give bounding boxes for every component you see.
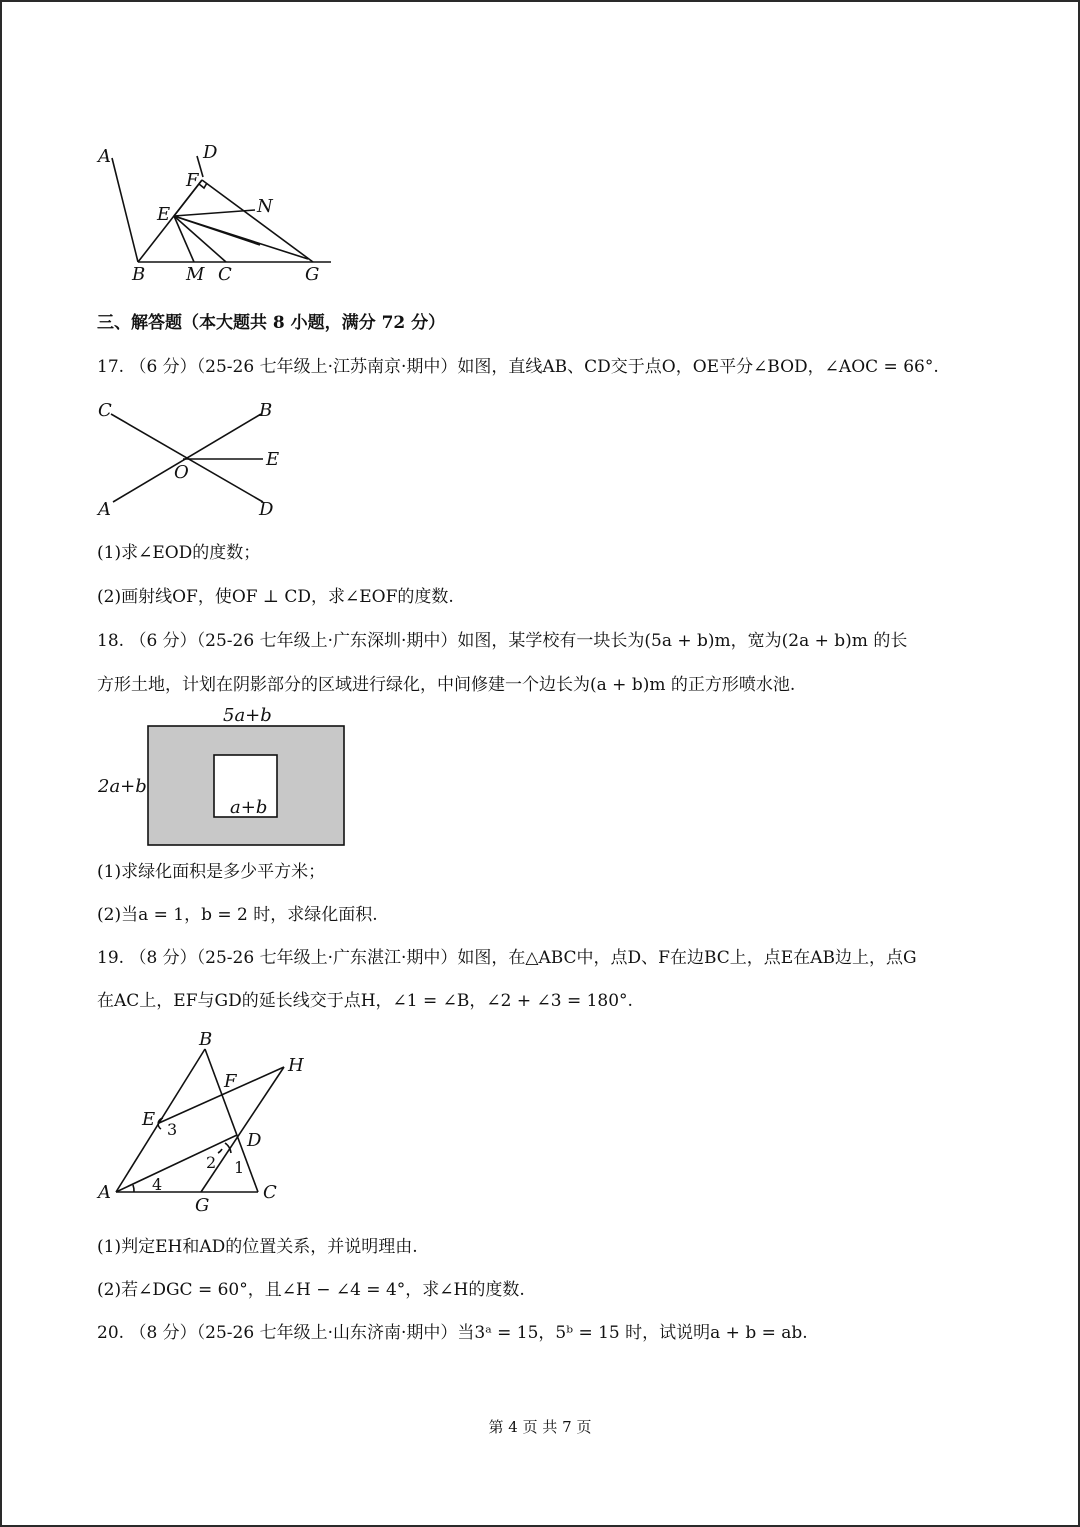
q19-stem-line1: 19. （8 分）（25-26 七年级上·广东湛江·期中）如图，在△ABC中，点D、F在边BC上，点E在AB边上，点G [97,948,917,968]
fig19-label-1: 1 [234,1158,245,1177]
fig18-label-inner: a+b [230,797,268,818]
fig16-label-G: G [305,264,320,285]
fig17-label-D: D [259,499,274,520]
fig16-label-D: D [203,142,218,163]
fig19-label-F: F [224,1071,237,1092]
fig17-label-O: O [174,462,189,483]
fig19-label-C: C [263,1182,277,1203]
q19-part2: (2)若∠DGC = 60°，且∠H − ∠4 = 4°，求∠H的度数. [97,1280,525,1300]
fig16-label-N: N [257,196,273,217]
fig17-label-A: A [98,499,111,520]
q19-stem-line2: 在AC上，EF与GD的延长线交于点H，∠1 = ∠B，∠2 + ∠3 = 180°. [97,991,633,1011]
fig19-label-H: H [288,1055,304,1076]
q19-part1: (1)判定EH和AD的位置关系，并说明理由. [97,1237,418,1257]
q18-part1: (1)求绿化面积是多少平方米； [97,862,326,882]
q18-stem-line2: 方形土地，计划在阴影部分的区域进行绿化，中间修建一个边长为(a + b)m 的正方形喷水池. [97,675,796,695]
fig16-label-M: M [186,264,205,285]
q17-part1: (1)求∠EOD的度数； [97,543,261,563]
figure-q16 [95,140,355,285]
fig18-label-left: 2a+b [98,776,147,797]
fig17-label-C: C [98,400,112,421]
figure-q19 [95,1025,335,1215]
fig17-label-B: B [259,400,273,421]
fig19-label-B: B [199,1029,213,1050]
figure-q17 [95,398,295,518]
page-footer: 第 4 页 共 7 页 [488,1418,592,1436]
fig16-label-F: F [186,170,199,191]
section-title: 三、解答题（本大题共 8 小题，满分 72 分） [97,313,446,333]
fig19-label-2: 2 [206,1153,217,1172]
q18-stem-line1: 18. （6 分）（25-26 七年级上·广东深圳·期中）如图，某学校有一块长为(5a + b)m，宽为(2a + b)m 的长 [97,631,908,651]
figure-q18 [95,700,355,850]
fig16-label-E: E [157,204,171,225]
q17-stem: 17. （6 分）（25-26 七年级上·江苏南京·期中）如图，直线AB、CD交于点O，OE平分∠BOD，∠AOC = 66°. [97,357,939,377]
fig19-label-D: D [247,1130,262,1151]
fig19-label-G: G [195,1195,210,1216]
fig19-label-4: 4 [152,1175,163,1194]
fig16-label-B: B [132,264,146,285]
fig19-label-3: 3 [167,1120,178,1139]
q20-stem: 20. （8 分）（25-26 七年级上·山东济南·期中）当3ᵃ = 15，5ᵇ = 15 时，试说明a + b = ab. [97,1323,808,1343]
fig17-label-E: E [266,449,280,470]
q18-part2: (2)当a = 1，b = 2 时，求绿化面积. [97,905,378,925]
fig19-label-A: A [98,1182,111,1203]
q17-part2: (2)画射线OF，使OF ⊥ CD，求∠EOF的度数. [97,587,454,607]
fig16-label-C: C [218,264,232,285]
fig19-label-E: E [142,1109,156,1130]
fig16-label-A: A [98,146,111,167]
fig18-label-top: 5a+b [223,705,272,726]
